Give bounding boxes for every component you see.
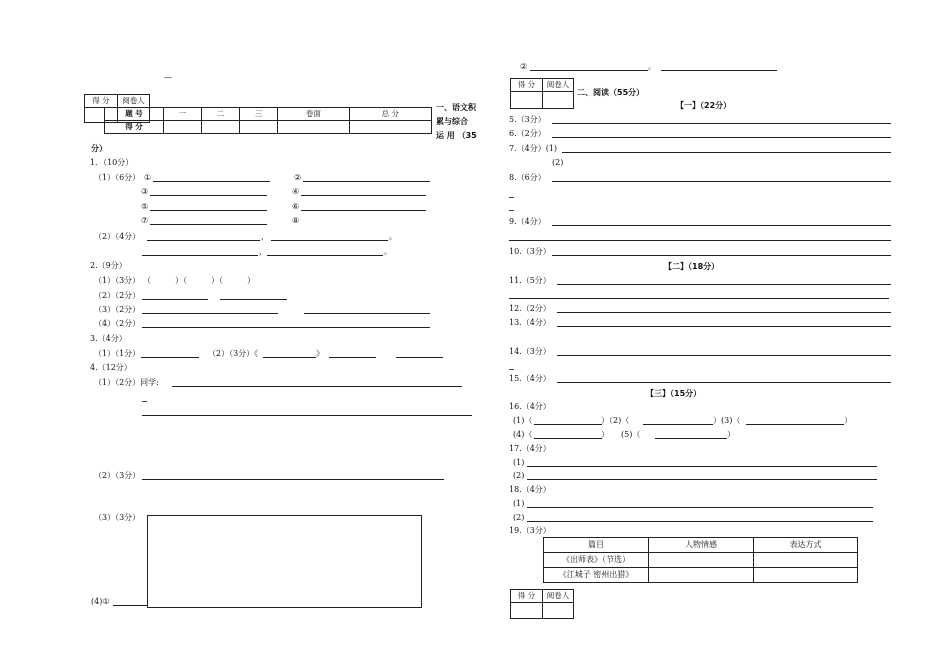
q19-header: 人物情感 bbox=[649, 538, 754, 553]
answer-line[interactable] bbox=[172, 386, 462, 387]
q19-title-cell: 《江城子 密州出猎》 bbox=[544, 568, 649, 583]
part2-title: 【二】（18分） bbox=[664, 262, 720, 271]
q16-label: 16.（4分） bbox=[509, 402, 551, 411]
top-period: 。 bbox=[648, 62, 656, 71]
section1-title-line3: 运 用 （35 bbox=[436, 131, 477, 140]
summary-score-cell[interactable] bbox=[202, 121, 240, 134]
answer-line[interactable] bbox=[552, 137, 891, 138]
dash-mark bbox=[509, 369, 514, 370]
dash-mark bbox=[509, 197, 514, 198]
circled-8: ⑧ bbox=[292, 216, 300, 225]
circled-5: ⑤ bbox=[141, 202, 149, 211]
answer-line[interactable] bbox=[150, 195, 267, 196]
q2-1-brackets[interactable]: （ ）（ ）（ ） bbox=[143, 276, 255, 285]
answer-line[interactable] bbox=[147, 240, 260, 241]
q14-label: 14.（3分） bbox=[509, 347, 551, 356]
q1-1-label: （1）（6分） bbox=[94, 173, 141, 182]
answer-line[interactable] bbox=[527, 466, 877, 467]
q19-header: 篇目 bbox=[544, 538, 649, 553]
score-label: 得 分 bbox=[511, 590, 543, 603]
period: 。 bbox=[389, 232, 397, 241]
q4-4-label: (4)① bbox=[91, 597, 110, 606]
score-cell[interactable] bbox=[511, 603, 543, 619]
circled-3: ③ bbox=[141, 187, 149, 196]
section1-title-line1: 一、语文积 bbox=[436, 103, 476, 112]
summary-header: 题 号 bbox=[105, 108, 164, 121]
reviewer-label: 阅卷人 bbox=[118, 95, 150, 108]
answer-line[interactable] bbox=[142, 313, 278, 314]
answer-line[interactable] bbox=[301, 210, 426, 211]
q2-1-label: （1）（3分） bbox=[94, 276, 141, 285]
q1-2-label: （2）（4分） bbox=[94, 232, 141, 241]
answer-line[interactable] bbox=[534, 438, 602, 439]
answer-line[interactable] bbox=[150, 224, 267, 225]
answer-line[interactable] bbox=[552, 123, 891, 124]
reviewer-label: 阅卷人 bbox=[543, 79, 574, 92]
answer-line[interactable] bbox=[661, 70, 777, 71]
circled-7: ⑦ bbox=[141, 216, 149, 225]
part3-title: 【三】（15分） bbox=[646, 389, 702, 398]
q3-2-label: （2）（3分）《 bbox=[208, 349, 259, 358]
answer-line[interactable] bbox=[527, 507, 873, 508]
summary-score-cell[interactable] bbox=[240, 121, 278, 134]
q5-label: 5.（3分） bbox=[509, 115, 546, 124]
q12-label: 12.（2分） bbox=[509, 304, 551, 313]
q3-1-label: （1）（1分） bbox=[94, 349, 141, 358]
answer-line[interactable] bbox=[655, 438, 727, 439]
section2-title: 二、阅读（55分） bbox=[577, 88, 645, 97]
answer-line[interactable] bbox=[552, 255, 891, 256]
score-label: 得 分 bbox=[85, 95, 118, 108]
answer-line[interactable] bbox=[552, 181, 891, 182]
q19-title-cell: 《出师表》（节选） bbox=[544, 553, 649, 568]
summary-score-cell[interactable] bbox=[164, 121, 202, 134]
q17-sub1: (1) bbox=[513, 458, 525, 467]
answer-line[interactable] bbox=[113, 605, 148, 606]
answer-line[interactable] bbox=[142, 479, 444, 480]
answer-line[interactable] bbox=[301, 195, 426, 196]
q7-2-label: (2) bbox=[552, 158, 564, 167]
reviewer-cell[interactable] bbox=[543, 92, 574, 109]
q19-answer-cell[interactable] bbox=[649, 553, 754, 568]
score-box-right bbox=[510, 78, 574, 109]
answer-line[interactable] bbox=[557, 284, 891, 285]
header-dash: — bbox=[164, 73, 172, 82]
answer-line[interactable] bbox=[562, 152, 891, 153]
reviewer-cell[interactable] bbox=[543, 603, 574, 619]
section1-title-line2: 累与综合 bbox=[436, 117, 468, 126]
q4-label: 4.（12分） bbox=[90, 363, 132, 372]
answer-line[interactable] bbox=[534, 424, 602, 425]
summary-header: 一 bbox=[164, 108, 202, 121]
answer-line[interactable] bbox=[220, 299, 287, 300]
q18-label: 18.（4分） bbox=[509, 485, 551, 494]
q6-label: 6.（2分） bbox=[509, 129, 546, 138]
q4-3-label: （3）（3分） bbox=[94, 513, 141, 522]
period: 。 bbox=[384, 247, 392, 256]
q1-label: 1．（10分） bbox=[90, 158, 134, 167]
top-circled-2: ② bbox=[520, 62, 528, 71]
summary-header: 总 分 bbox=[349, 108, 431, 121]
section1-title-tail: 分） bbox=[91, 144, 107, 153]
summary-score-cell[interactable] bbox=[278, 121, 350, 134]
answer-line[interactable] bbox=[527, 521, 873, 522]
q16-row2-a: (4)（ bbox=[513, 430, 533, 439]
answer-line[interactable] bbox=[142, 299, 208, 300]
score-label: 得 分 bbox=[511, 79, 543, 92]
circled-6: ⑥ bbox=[292, 202, 300, 211]
q8-label: 8.（6分） bbox=[509, 173, 546, 182]
q19-answer-cell[interactable] bbox=[754, 553, 858, 568]
dash-mark bbox=[509, 210, 514, 211]
q9-label: 9.（4分） bbox=[509, 217, 546, 226]
q3-label: 3.（4分） bbox=[90, 334, 127, 343]
answer-line[interactable] bbox=[150, 210, 267, 211]
q4-2-label: （2）（3分） bbox=[94, 471, 141, 480]
answer-line[interactable] bbox=[303, 181, 430, 182]
q2-2-label: （2）（2分） bbox=[94, 291, 141, 300]
q16-row2-c: ） bbox=[727, 430, 735, 439]
q16-row2-b: ） (5)（ bbox=[601, 430, 641, 439]
answer-line[interactable] bbox=[396, 357, 443, 358]
q2-4-label: （4）（2分） bbox=[94, 319, 141, 328]
circled-1: ① bbox=[144, 173, 152, 182]
q3-2-close: 》 bbox=[316, 349, 324, 358]
q16-row1-b: ）（2)（ bbox=[601, 416, 630, 425]
answer-line[interactable] bbox=[509, 240, 891, 241]
answer-line[interactable] bbox=[557, 312, 891, 313]
answer-line[interactable] bbox=[552, 225, 891, 226]
answer-line[interactable] bbox=[142, 255, 258, 256]
q2-label: 2.（9分） bbox=[90, 261, 127, 270]
answer-line[interactable] bbox=[142, 327, 430, 328]
q13-label: 13.（4分） bbox=[509, 318, 551, 327]
q17-label: 17.（4分） bbox=[509, 444, 551, 453]
answer-line[interactable] bbox=[643, 424, 713, 425]
q16-row1-a: (1)（ bbox=[513, 416, 533, 425]
q19-label: 19.（3分） bbox=[509, 526, 551, 535]
score-box-bottom bbox=[510, 589, 574, 619]
q16-row1-c: ）(3)（ bbox=[713, 416, 741, 425]
dash-mark bbox=[142, 401, 147, 402]
q4-1-label: （1）（2分）同学: bbox=[94, 378, 159, 387]
summary-score-cell[interactable] bbox=[349, 121, 431, 134]
q16-row1-d: ） bbox=[844, 416, 852, 425]
summary-row-label: 得 分 bbox=[105, 121, 164, 134]
drawing-answer-box[interactable] bbox=[147, 515, 422, 608]
answer-line[interactable] bbox=[557, 326, 891, 327]
answer-line[interactable] bbox=[329, 357, 376, 358]
answer-line[interactable] bbox=[509, 298, 889, 299]
q11-label: 11.（5分） bbox=[509, 276, 551, 285]
q18-sub2: (2) bbox=[513, 513, 525, 522]
q10-label: 10.（3分） bbox=[509, 247, 551, 256]
q17-sub2: (2) bbox=[513, 471, 525, 480]
answer-line[interactable] bbox=[530, 70, 648, 71]
answer-line[interactable] bbox=[153, 181, 270, 182]
comma: ， bbox=[259, 247, 267, 256]
q19-table bbox=[543, 537, 858, 583]
score-cell[interactable] bbox=[511, 92, 543, 109]
q19-header: 表达方式 bbox=[754, 538, 858, 553]
answer-line[interactable] bbox=[267, 255, 383, 256]
answer-line[interactable] bbox=[271, 240, 388, 241]
reviewer-label: 阅卷人 bbox=[543, 590, 574, 603]
answer-line[interactable] bbox=[557, 355, 891, 356]
answer-line[interactable] bbox=[746, 424, 844, 425]
q7-label: 7.（4分）(1) bbox=[509, 144, 558, 153]
answer-line[interactable] bbox=[304, 313, 430, 314]
circled-2: ② bbox=[294, 173, 302, 182]
summary-header: 三 bbox=[240, 108, 278, 121]
comma: ， bbox=[261, 232, 269, 241]
q19-answer-cell[interactable] bbox=[754, 568, 858, 583]
q15-label: 15.（4分） bbox=[509, 374, 551, 383]
summary-header: 二 bbox=[202, 108, 240, 121]
part1-title: 【一】（22分） bbox=[676, 101, 732, 110]
summary-header: 卷面 bbox=[278, 108, 350, 121]
circled-4: ④ bbox=[292, 187, 300, 196]
q18-sub1: (1) bbox=[513, 499, 525, 508]
answer-line[interactable] bbox=[142, 415, 472, 416]
q2-3-label: （3）（2分） bbox=[94, 305, 141, 314]
answer-line[interactable] bbox=[527, 479, 877, 480]
answer-line[interactable] bbox=[141, 357, 199, 358]
summary-table bbox=[104, 107, 432, 134]
answer-line[interactable] bbox=[263, 357, 316, 358]
q19-answer-cell[interactable] bbox=[649, 568, 754, 583]
answer-line[interactable] bbox=[557, 382, 891, 383]
